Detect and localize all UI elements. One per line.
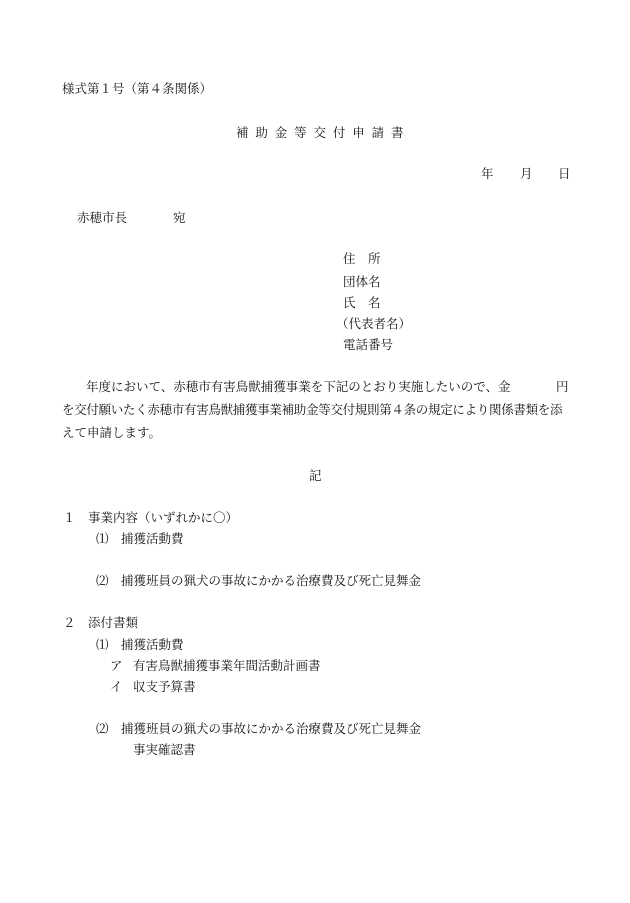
representative-label: （代表者名） xyxy=(336,316,412,331)
date-year: 年 xyxy=(481,166,494,181)
body-line-1: 年度において、赤穂市有害鳥獣捕獲事業を下記のとおり実施したいので、金 xyxy=(86,379,511,394)
addressee-name: 赤穂市長 xyxy=(77,210,128,225)
section2-item1-sub-b-mark: イ xyxy=(110,679,123,694)
section2-item2-number: ⑵ xyxy=(96,721,109,736)
body-line-3: えて申請します。 xyxy=(62,425,162,440)
body-yen: 円 xyxy=(556,379,569,394)
form-number-label: 様式第１号（第４条関係） xyxy=(62,81,213,96)
section1-item1-number: ⑴ xyxy=(96,531,109,546)
address-label: 住 所 xyxy=(343,251,381,266)
name-label: 氏 名 xyxy=(343,295,381,310)
phone-label: 電話番号 xyxy=(343,337,394,352)
section2-item2-sub-text: 事実確認書 xyxy=(133,742,196,757)
organization-label: 団体名 xyxy=(343,274,381,289)
section2-item1-sub-a-mark: ア xyxy=(110,658,123,673)
date-day: 日 xyxy=(558,166,571,181)
ki-heading: 記 xyxy=(309,468,322,483)
date-month: 月 xyxy=(520,166,533,181)
addressee-suffix: 宛 xyxy=(173,210,186,225)
section1-heading: 事業内容（いずれかに〇） xyxy=(88,510,239,525)
section2-item1-sub-b-text: 収支予算書 xyxy=(133,679,196,694)
section1-item2-text: 捕獲班員の猟犬の事故にかかる治療費及び死亡見舞金 xyxy=(121,573,422,588)
document-title: 補助金等交付申請書 xyxy=(236,125,411,140)
section1-number: １ xyxy=(63,510,76,525)
section2-item1-number: ⑴ xyxy=(96,637,109,652)
body-line-2: を交付願いたく赤穂市有害鳥獣捕獲事業補助金等交付規則第４条の規定により関係書類を添 xyxy=(62,402,563,417)
section2-number: ２ xyxy=(63,615,76,630)
section1-item2-number: ⑵ xyxy=(96,573,109,588)
section2-heading: 添付書類 xyxy=(88,615,139,630)
section2-item2-text: 捕獲班員の猟犬の事故にかかる治療費及び死亡見舞金 xyxy=(121,721,422,736)
section2-item1-text: 捕獲活動費 xyxy=(121,637,184,652)
section1-item1-text: 捕獲活動費 xyxy=(121,531,184,546)
section2-item1-sub-a-text: 有害鳥獣捕獲事業年間活動計画書 xyxy=(133,658,321,673)
